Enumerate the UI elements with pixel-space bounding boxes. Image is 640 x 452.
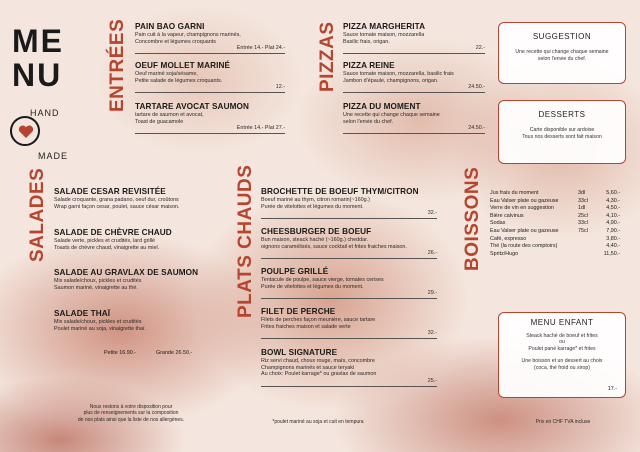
- drink-row: [490, 228, 620, 236]
- drink-volume: 3dl: [578, 190, 586, 196]
- box-desc-line: (coca, thé froid ou sirop): [534, 364, 590, 371]
- drink-volume: [578, 243, 596, 251]
- drink-volume: 25cl: [578, 212, 588, 219]
- drink-price: 5,60.-: [606, 190, 620, 196]
- box-desc-line: Une boisson et un dessert au choix: [521, 358, 603, 365]
- drink-volume: 75cl: [578, 227, 588, 234]
- drink-volume: 1dl: [578, 205, 586, 212]
- logo-made-text: MADE: [38, 151, 69, 161]
- item-desc: Saumon mariné, vinaigrette au thé.: [54, 284, 138, 291]
- menu-enfant-box: [498, 312, 626, 398]
- item-desc: selon l'envie du chef.: [343, 118, 394, 125]
- divider: [261, 298, 437, 299]
- item-price: 32.-: [427, 330, 437, 337]
- menu-item-plat: [261, 187, 437, 219]
- drink-row: [490, 198, 620, 206]
- item-desc: Boeuf mariné au thym, citron romarin(~160g.): [261, 197, 370, 203]
- item-price: 22.-: [475, 45, 485, 52]
- menu-logo: [12, 24, 82, 92]
- item-desc: Basilic frais, origan.: [343, 38, 390, 45]
- box-desc-line: Carte disponible sur ardoise: [529, 127, 595, 133]
- drink-price: 4,40.-: [606, 243, 620, 250]
- divider: [261, 258, 437, 259]
- drink-name: Thé (la route des comptoirs): [490, 243, 558, 250]
- drink-row: [490, 205, 620, 213]
- item-title: PIZZA DU MOMENT: [343, 102, 421, 111]
- menu-item-entree: [135, 61, 285, 93]
- box-title: SUGGESTION: [532, 32, 592, 41]
- box-title: MENU ENFANT: [530, 318, 594, 327]
- logo-hand-text: HAND: [30, 108, 60, 118]
- menu-item-pizza: [343, 22, 485, 54]
- item-title: OEUF MOLLET MARINÉ: [135, 61, 231, 70]
- drink-price: 7,90.-: [606, 227, 620, 234]
- box-desc-line: Poulet pané karrage* et frites: [528, 345, 596, 352]
- menu-item-plat: [261, 307, 437, 339]
- item-title: SALADE AU GRAVLAX DE SAUMON: [54, 268, 199, 277]
- box-title: DESSERTS: [538, 110, 586, 119]
- section-title-salades: SALADES: [27, 167, 48, 262]
- item-title: SALADE THAÏ: [54, 309, 111, 318]
- menu-enfant-price: 17.-: [607, 386, 617, 392]
- drinks-list: [490, 190, 620, 258]
- footer-tva: Prix en CHF TVA incluse: [535, 419, 591, 425]
- item-price: Entrée 14.- Plat 27.-: [236, 125, 285, 132]
- drink-name: Eau Valser plate ou gazeuse: [490, 227, 559, 234]
- drink-name: Spritz/Hugo: [490, 250, 519, 257]
- drink-price: 3,80.-: [606, 235, 620, 242]
- item-title: BROCHETTE DE BOEUF THYM/CITRON: [261, 187, 419, 196]
- item-desc: Une recette qui change chaque semaine: [343, 112, 440, 118]
- item-desc: Purée de vitelottes et légumes du moment.: [261, 203, 364, 210]
- item-desc: Au choix: Poulet karrage* ou gravlax de saumon: [261, 371, 377, 378]
- drink-name: Jus frais du moment: [490, 190, 539, 196]
- menu-item-salade: [54, 309, 204, 332]
- menu-item-pizza: [343, 61, 485, 93]
- divider: [261, 386, 437, 387]
- section-title-pizzas: PIZZAS: [317, 21, 338, 92]
- item-price: 12.-: [275, 84, 285, 91]
- drink-row: [490, 251, 620, 259]
- item-title: PIZZA REINE: [343, 61, 395, 70]
- drink-volume: 33cl: [578, 220, 588, 227]
- item-desc: Wrap garni façon cesar, poulet, sauce césar maison.: [54, 203, 180, 210]
- menu-item-plat: [261, 227, 437, 259]
- item-desc: Sauce tomate maison, mozzarella: [343, 32, 425, 38]
- divider: [261, 218, 437, 219]
- box-desc-line: Une recette qui change chaque semaine: [515, 49, 609, 55]
- item-title: SALADE CESAR REVISITÉE: [54, 187, 166, 196]
- menu-item-pizza: [343, 102, 485, 134]
- drink-row: [490, 236, 620, 244]
- divider: [135, 53, 285, 54]
- drink-name: Bière calvinus: [490, 212, 524, 219]
- footer-line: de nos plats ainsi que la liste de nos allergènes.: [77, 416, 185, 423]
- drink-price: 4,90.-: [606, 220, 620, 227]
- item-desc: Bun maison, steack haché (~160g.) cheddar.: [261, 237, 369, 243]
- item-desc: Filets de perches façon meunière, sauce tartare: [261, 317, 376, 323]
- logo-line-2: NU: [12, 57, 63, 93]
- divider: [135, 133, 285, 134]
- item-title: CHEESBURGER DE BOEUF: [261, 227, 372, 236]
- box-desc-line: Steack haché de boeuf et frites: [526, 333, 598, 339]
- divider: [261, 338, 437, 339]
- item-price: 24.50.-: [468, 125, 485, 132]
- drink-volume: [578, 236, 596, 244]
- drink-row: [490, 213, 620, 221]
- item-desc: Champignons marinés et sauce teryaki: [261, 364, 355, 371]
- section-title-boissons: BOISSONS: [462, 166, 483, 271]
- logo-line-1: ME: [12, 23, 64, 59]
- salade-price-petite: Petite 16.90.-: [104, 350, 137, 356]
- box-desc: [499, 49, 625, 63]
- footer-allergens: [66, 404, 196, 423]
- item-desc: Riz servi chaud, choux rouge, maïs, concombre: [261, 358, 375, 364]
- item-desc: Jambon d'épaule, champignons, origan.: [343, 77, 439, 84]
- item-price: 24.50.-: [468, 84, 485, 91]
- salade-price-grande: Grande 26.50.-: [156, 350, 193, 356]
- drink-name: Eau Valser plate ou gazeuse: [490, 197, 559, 204]
- item-price: 25.-: [427, 377, 437, 384]
- item-title: PIZZA MARGHERITA: [343, 22, 426, 31]
- menu-item-salade: [54, 187, 204, 210]
- item-desc: tartare de saumon et avocat,: [135, 112, 204, 118]
- box-desc: [499, 333, 625, 371]
- item-desc: Petite salade de légumes croquants.: [135, 77, 223, 84]
- menu-item-entree: [135, 22, 285, 54]
- item-title: POULPE GRILLÉ: [261, 267, 329, 276]
- box-desc: [499, 127, 625, 141]
- menu-item-salade: [54, 268, 204, 291]
- divider: [343, 53, 485, 54]
- drink-price: 4,50.-: [606, 205, 620, 212]
- drink-row: [490, 243, 620, 251]
- section-title-entrees: ENTRÉES: [107, 18, 128, 112]
- logo-heart-circle: [10, 116, 40, 146]
- drink-volume: 33cl: [578, 197, 588, 204]
- item-title: SALADE DE CHÈVRE CHAUD: [54, 228, 172, 237]
- menu-item-plat: [261, 348, 437, 387]
- item-price: 32.-: [427, 210, 437, 217]
- drink-row: [490, 190, 620, 198]
- drink-row: [490, 220, 620, 228]
- menu-item-plat: [261, 267, 437, 299]
- item-desc: oignons caramélisés, sauce cocktail et frites fraiches maison.: [261, 243, 407, 250]
- item-desc: Oeuf mariné soja/sésame,: [135, 71, 198, 77]
- item-title: PAIN BAO GARNI: [135, 22, 205, 31]
- item-desc: Pain cuit à la vapeur, champignons marinés,: [135, 32, 241, 38]
- box-desc-line: ou: [559, 339, 565, 346]
- item-desc: Tentacule de poulpe, sauce vierge, tomates cerises: [261, 277, 384, 283]
- section-title-plats: PLATS CHAUDS: [235, 164, 256, 318]
- item-desc: Poulet mariné au soja, vinaigrette thaï.: [54, 325, 146, 332]
- item-desc: Toasts de chèvre chaud, vinaigrette au miel.: [54, 244, 160, 251]
- suggestion-box: [498, 22, 626, 84]
- drink-price: 11,50.-: [603, 250, 620, 257]
- item-desc: Frites fraiches maison et salade verte: [261, 323, 351, 330]
- divider: [343, 92, 485, 93]
- divider: [135, 92, 285, 93]
- divider: [343, 133, 485, 134]
- desserts-box: [498, 100, 626, 164]
- item-desc: Mix salade/choux, pickles et crudités: [54, 319, 142, 325]
- item-desc: Salade croquante, grana padano, oeuf dur, croûtons: [54, 197, 179, 203]
- drink-name: Café, expresso: [490, 235, 527, 242]
- item-desc: Mix salade/choux, pickles et crudités: [54, 278, 142, 284]
- item-title: FILET DE PERCHE: [261, 307, 336, 316]
- drink-price: 4,10.-: [606, 212, 620, 219]
- item-title: TARTARE AVOCAT SAUMON: [135, 102, 249, 111]
- item-price: Entrée 14.- Plat 24.-: [236, 45, 285, 52]
- menu-item-salade: [54, 228, 204, 251]
- item-desc: Toast de guacamole: [135, 118, 184, 125]
- drink-volume: [578, 251, 596, 259]
- item-price: 26.-: [427, 250, 437, 257]
- item-title: BOWL SIGNATURE: [261, 348, 338, 357]
- footer-note: *poulet mariné au soja et cuit en tempura: [272, 419, 364, 425]
- item-desc: Sauce tomate maison, mozzarella, basilic frais: [343, 71, 454, 77]
- footer-line: Nous restons à votre disposition pour: [89, 404, 173, 410]
- item-desc: Concombre et légumes croquants: [135, 38, 216, 45]
- drink-price: 4,30.-: [606, 197, 620, 204]
- item-price: 29.-: [427, 290, 437, 297]
- footer-line: plus de renseignements sur la composition: [83, 410, 179, 417]
- drink-name: Sodas: [490, 220, 506, 227]
- drink-name: Verre de vin en suggestion: [490, 205, 554, 212]
- box-desc-line: selon l'envie du chef.: [537, 55, 587, 62]
- menu-item-entree: [135, 102, 285, 134]
- heart-icon: [18, 125, 34, 139]
- box-desc-line: Tous nos desserts sont fait maison: [522, 133, 602, 140]
- item-desc: Purée de vitelottes et légumes du moment.: [261, 283, 364, 290]
- item-desc: Salade verte, pickles et crudités, lard grillé: [54, 238, 155, 244]
